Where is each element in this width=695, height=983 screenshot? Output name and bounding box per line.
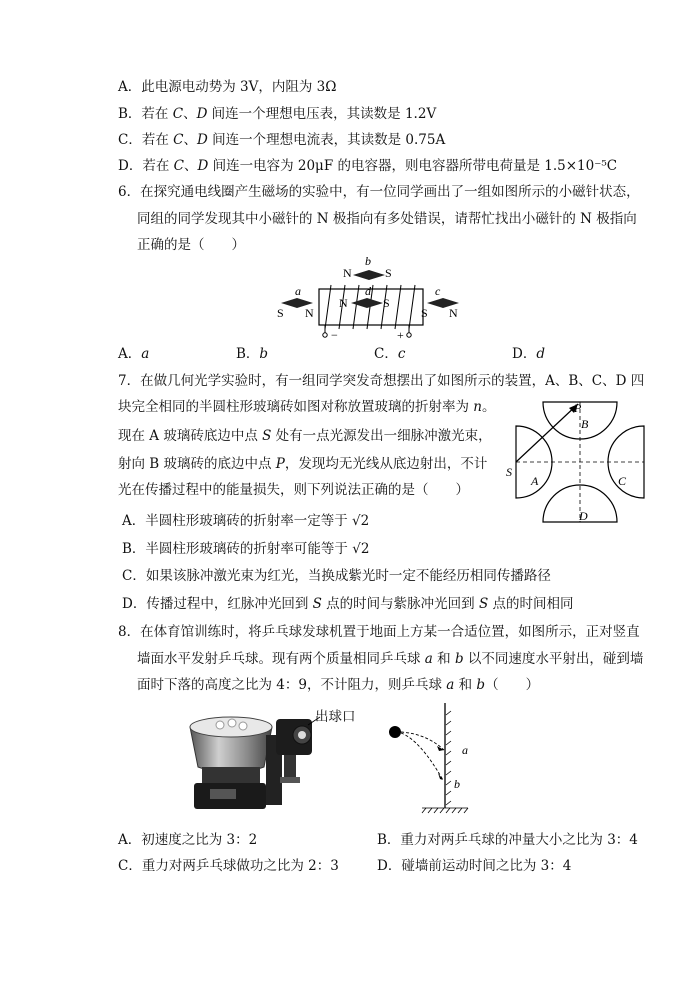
label-a-S: S xyxy=(277,306,284,320)
q8-option-b: B．重力对两乒乓球的冲量大小之比为 3：4 xyxy=(377,832,638,848)
label-a: a xyxy=(295,284,301,298)
solenoid-compass-figure xyxy=(275,255,475,345)
traj-label-a: a xyxy=(462,743,468,757)
q5-option-c: C．若在 C、D 间连一个理想电流表，其读数是 0.75A xyxy=(118,132,446,148)
traj-label-b: b xyxy=(454,777,460,791)
q8-stem-line-2: 墙面水平发射乒乓球。现有两个质量相同乒乓球 a 和 b 以不同速度水平射出，碰到墙 xyxy=(137,651,644,667)
q7-option-a: A．半圆柱形玻璃砖的折射率一定等于 √2 xyxy=(122,513,370,529)
label-c-N: N xyxy=(449,306,458,320)
q5-option-b: B．若在 C、D 间连一个理想电压表，其读数是 1.2V xyxy=(118,106,437,122)
q6-option-c: C．c xyxy=(374,346,406,362)
q7-stem-line-1: 7．在做几何光学实验时，有一组同学突发奇想摆出了如图所示的装置，A、B、C、D 四 xyxy=(118,373,645,389)
q6-stem-line-1: 6．在探究通电线圈产生磁场的实验中，有一位同学画出了一组如图所示的小磁针状态， xyxy=(118,184,640,200)
label-a-N: N xyxy=(305,306,314,320)
label-b-N: N xyxy=(343,266,352,280)
label-C: C xyxy=(618,474,627,488)
label-b: b xyxy=(365,255,371,268)
q6-option-a: A．a xyxy=(118,346,150,362)
label-c: c xyxy=(435,284,441,298)
q8-option-d: D．碰墙前运动时间之比为 3：4 xyxy=(377,858,572,874)
glass-bricks-figure xyxy=(505,398,650,528)
q7-stem-line-5: 光在传播过程中的能量损失，则下列说法正确的是（ ） xyxy=(118,482,469,498)
label-d-S: S xyxy=(383,296,390,310)
q7-stem-line-4: 射向 B 玻璃砖的底边中点 P，发现均无光线从底边射出，不计 xyxy=(118,456,488,472)
q7-option-b: B．半圆柱形玻璃砖的折射率可能等于 √2 xyxy=(122,541,370,557)
q7-option-d: D．传播过程中，红脉冲光回到 S 点的时间与紫脉冲光回到 S 点的时间相同 xyxy=(122,596,574,612)
q8-stem-line-1: 8．在体育馆训练时，将乒乓球发球机置于地面上方某一合适位置，如图所示，正对竖直 xyxy=(118,624,640,640)
label-plus: + xyxy=(397,328,404,342)
q5-option-d: D．若在 C、D 间连一电容为 20μF 的电容器，则电容器所带电荷量是 1.5×10⁻⁵C xyxy=(118,158,618,174)
label-B: B xyxy=(581,417,589,431)
projectile-figure xyxy=(382,700,492,815)
q7-stem-line-3: 现在 A 玻璃砖底边中点 S 处有一点光源发出一细脉冲激光束， xyxy=(118,428,492,444)
q5-option-a: A．此电源电动势为 3V，内阻为 3Ω xyxy=(118,79,337,95)
q7-option-c: C．如果该脉冲激光束为红光，当换成紫光时一定不能经历相同传播路径 xyxy=(122,568,551,584)
label-P: P xyxy=(574,401,582,415)
q8-option-c: C．重力对两乒乓球做功之比为 2：3 xyxy=(118,858,339,874)
label-minus: − xyxy=(331,328,338,342)
q6-option-d: D．d xyxy=(512,346,545,362)
q7-stem-line-2: 块完全相同的半圆柱形玻璃砖如图对称放置玻璃的折射率为 n。 xyxy=(118,399,496,415)
label-c-S: S xyxy=(421,306,428,320)
outlet-label: 出球口 xyxy=(315,709,356,725)
q6-stem-line-3: 正确的是（ ） xyxy=(137,237,245,253)
label-A: A xyxy=(531,474,539,488)
needle-b xyxy=(353,270,385,280)
label-b-S: S xyxy=(385,266,392,280)
label-d-N: N xyxy=(339,296,348,310)
label-d: d xyxy=(365,284,371,298)
q8-option-a: A．初速度之比为 3：2 xyxy=(118,832,258,848)
q8-stem-line-3: 面时下落的高度之比为 4：9，不计阻力，则乒乓球 a 和 b（ ） xyxy=(137,677,540,693)
label-S: S xyxy=(506,465,512,479)
q6-stem-line-2: 同组的同学发现其中小磁针的 N 极指向有多处错误，请帮忙找出小磁针的 N 极指向 xyxy=(137,211,637,227)
label-D: D xyxy=(579,509,588,523)
q6-option-b: B．b xyxy=(236,346,269,362)
